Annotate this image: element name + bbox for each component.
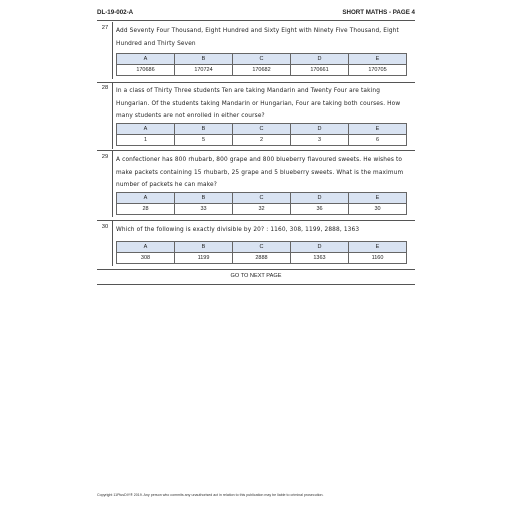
answer-b[interactable]: 5 <box>175 135 233 146</box>
answer-e[interactable]: 6 <box>349 135 407 146</box>
option-d-label: D <box>291 193 349 204</box>
answer-d[interactable]: 170661 <box>291 65 349 76</box>
header-divider <box>97 20 415 21</box>
question-divider <box>112 22 113 79</box>
answer-c[interactable]: 2888 <box>233 253 291 264</box>
question-separator <box>97 220 415 221</box>
option-b-label: B <box>175 54 233 65</box>
answer-a[interactable]: 1 <box>117 135 175 146</box>
answer-c[interactable]: 170682 <box>233 65 291 76</box>
document-code: DL-19-002-A <box>97 9 134 16</box>
option-b-label: B <box>175 193 233 204</box>
option-d-label: D <box>291 242 349 253</box>
option-a-label: A <box>117 242 175 253</box>
answer-table <box>116 53 407 76</box>
question-text: In a class of Thirty Three students Ten are taking Mandarin and Twenty Four are taking Hungarian. Of the students taking Mandarin or Hungarian, Four are taking both courses. How many students are not enrolled in either course? <box>116 88 401 119</box>
answer-c[interactable]: 2 <box>233 135 291 146</box>
question-number: 29 <box>101 154 109 160</box>
question-separator <box>97 269 415 270</box>
answer-b[interactable]: 1199 <box>175 253 233 264</box>
option-a-label: A <box>117 54 175 65</box>
go-to-next-page-label: GO TO NEXT PAGE <box>230 273 282 279</box>
page-label: SHORT MATHS - PAGE 4 <box>342 9 415 16</box>
answer-table <box>116 241 407 264</box>
question-number: 30 <box>101 224 109 230</box>
option-c-label: C <box>233 54 291 65</box>
question-separator <box>97 82 415 83</box>
copyright-footer: Copyright 11PlusDIY® 2019. Any person who commits any unauthorised act in relation to this publication may be liable to criminal prosecution. <box>97 493 324 497</box>
answer-e[interactable]: 1160 <box>349 253 407 264</box>
option-d-label: D <box>291 124 349 135</box>
answer-a[interactable]: 170686 <box>117 65 175 76</box>
option-a-label: A <box>117 193 175 204</box>
option-e-label: E <box>349 242 407 253</box>
option-a-label: A <box>117 124 175 135</box>
question-divider <box>112 82 113 149</box>
answer-d[interactable]: 36 <box>291 204 349 215</box>
answer-table <box>116 192 407 215</box>
question-divider <box>112 151 113 217</box>
question-text: Which of the following is exactly divisible by 20? : 1160, 308, 1199, 2888, 1363 <box>116 227 360 233</box>
answer-e[interactable]: 30 <box>349 204 407 215</box>
option-c-label: C <box>233 193 291 204</box>
answer-d[interactable]: 1363 <box>291 253 349 264</box>
option-e-label: E <box>349 124 407 135</box>
question-number: 27 <box>101 25 109 31</box>
question-text: Add Seventy Four Thousand, Eight Hundred and Sixty Eight with Ninety Five Thousand, Eight Hundred and Thirty Seven <box>116 28 399 47</box>
answer-a[interactable]: 308 <box>117 253 175 264</box>
question-text: A confectioner has 800 rhubarb, 800 grape and 800 blueberry flavoured sweets. He wishes to make packets containing 15 rhubarb, 25 grape and 5 blueberry sweets. What is the maximum number of packets he can make? <box>116 157 404 188</box>
option-b-label: B <box>175 124 233 135</box>
footer-divider <box>97 284 415 285</box>
question-number: 28 <box>101 85 109 91</box>
answer-d[interactable]: 3 <box>291 135 349 146</box>
option-c-label: C <box>233 242 291 253</box>
question-divider <box>112 221 113 266</box>
question-separator <box>97 150 415 151</box>
option-b-label: B <box>175 242 233 253</box>
option-c-label: C <box>233 124 291 135</box>
option-e-label: E <box>349 193 407 204</box>
answer-b[interactable]: 170724 <box>175 65 233 76</box>
answer-table <box>116 123 407 146</box>
page-header <box>97 9 415 20</box>
answer-a[interactable]: 28 <box>117 204 175 215</box>
option-d-label: D <box>291 54 349 65</box>
option-e-label: E <box>349 54 407 65</box>
answer-b[interactable]: 33 <box>175 204 233 215</box>
answer-e[interactable]: 170705 <box>349 65 407 76</box>
answer-c[interactable]: 32 <box>233 204 291 215</box>
